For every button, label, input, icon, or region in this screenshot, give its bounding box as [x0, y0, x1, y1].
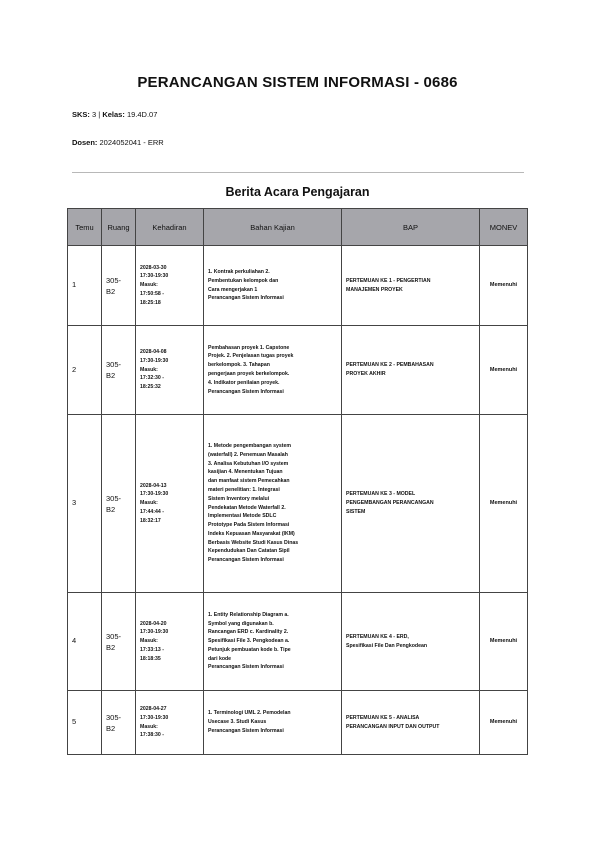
ruang-line: 305- — [106, 712, 122, 722]
cell-bahan-kajian — [204, 691, 342, 755]
cell-temu: 4 — [68, 593, 102, 691]
bahan-line: Perancangan Sistem Informasi — [208, 727, 284, 734]
divider — [72, 172, 524, 173]
cell-ruang — [102, 326, 136, 415]
kehadiran-line: 18:25:32 — [140, 384, 161, 391]
bahan-line: pengerjaan proyek berkelompok. — [208, 371, 290, 377]
cell-ruang — [102, 593, 136, 691]
header-bap: BAP — [342, 209, 480, 246]
bahan-line: Cara mengerjakan 1 — [208, 286, 258, 293]
bap-line: PERTEMUAN KE 1 - PENGERTIAN — [346, 277, 431, 284]
cell-monev: Memenuhi — [480, 691, 528, 755]
kehadiran-line: 17:33:13 - — [140, 646, 164, 653]
bap-line: PENGEMBANGAN PERANCANGAN — [346, 500, 434, 507]
ruang-line: 305- — [106, 631, 122, 641]
bahan-line: Perancangan Sistem Informasi — [208, 664, 284, 671]
dosen-line — [72, 138, 164, 147]
bahan-line: Symbol yang digunakan b. — [208, 620, 274, 627]
ruang-line: 305- — [106, 360, 122, 369]
table-row — [68, 326, 528, 415]
dosen-value: 2024052041 - ERR — [99, 138, 164, 147]
kehadiran-line: 17:44:44 - — [140, 508, 164, 515]
bap-line: PERTEMUAN KE 4 - ERD, — [346, 633, 409, 640]
cell-temu: 1 — [68, 246, 102, 326]
bahan-line: Prototype Pada Sistem Informasi — [208, 522, 290, 529]
table-row — [68, 691, 528, 755]
bap-line: PERTEMUAN KE 3 - MODEL — [346, 491, 416, 498]
bahan-line: (waterfall) 2. Penemuan Masalah — [208, 451, 288, 458]
cell-monev: Memenuhi — [480, 593, 528, 691]
bahan-line: 1. Metode pengembangan system — [208, 442, 292, 449]
bahan-line: Perancangan Sistem Informasi — [208, 295, 284, 302]
table-row — [68, 415, 528, 593]
cell-bahan-kajian — [204, 415, 342, 593]
bahan-line: Spesifikasi File 3. Pengkodean a. — [208, 638, 290, 645]
bap-line: SISTEM — [346, 508, 366, 515]
cell-bap — [342, 246, 480, 326]
bahan-line: 3. Analisa Kebutuhan I/O system — [208, 460, 289, 467]
cell-temu: 5 — [68, 691, 102, 755]
bahan-line: Projek. 2. Penjelasan tugas proyek — [208, 353, 294, 360]
bahan-line: Berbasis Website Studi Kasus Dinas — [208, 539, 299, 546]
cell-kehadiran — [136, 246, 204, 326]
bap-line: PERTEMUAN KE 2 - PEMBAHASAN — [346, 362, 434, 369]
bap-line: PERTEMUAN KE 5 - ANALISA — [346, 714, 420, 721]
kehadiran-line: 2028-04-13 — [140, 482, 167, 489]
ruang-line: 305- — [106, 275, 122, 285]
header-ruang: Ruang — [102, 209, 136, 246]
kehadiran-line: 2028-04-08 — [140, 349, 167, 355]
kehadiran-line: 17:50:58 - — [140, 290, 164, 297]
kelas-label: Kelas: — [102, 110, 125, 119]
kehadiran-line: 2028-03-30 — [140, 264, 167, 271]
sks-kelas-line — [72, 110, 157, 119]
cell-kehadiran — [136, 326, 204, 415]
kehadiran-line: 17:30-19:30 — [140, 491, 169, 498]
cell-monev: Memenuhi — [480, 415, 528, 593]
bahan-line: Pendekatan Metode Waterfall 2. — [208, 504, 286, 511]
cell-kehadiran — [136, 593, 204, 691]
kehadiran-line: 17:30-19:30 — [140, 357, 169, 364]
sks-value: 3 — [92, 110, 97, 119]
kehadiran-line: Masuk: — [140, 282, 158, 289]
header-monev: MONEV — [480, 209, 528, 246]
bahan-line: Rancangan ERD c. Kardinality 2. — [208, 629, 289, 636]
bahan-line: Implementasi Metode SDLC — [208, 513, 277, 520]
kehadiran-line: 18:25:18 — [140, 299, 161, 306]
cell-monev: Memenuhi — [480, 246, 528, 326]
sks-label: SKS: — [72, 110, 90, 119]
bahan-line: 1. Terminologi UML 2. Pemodelan — [208, 710, 291, 717]
kehadiran-line: 2028-04-27 — [140, 705, 167, 712]
cell-kehadiran — [136, 691, 204, 755]
kehadiran-line: Masuk: — [140, 723, 158, 730]
cell-temu: 3 — [68, 415, 102, 593]
berita-acara-table — [67, 208, 528, 755]
kehadiran-line: 18:32:17 — [140, 517, 161, 524]
dosen-label: Dosen: — [72, 138, 98, 147]
bap-line: MANAJEMEN PROYEK — [346, 286, 403, 293]
bahan-line: Indeks Kepuasan Masyarakat (IKM) — [208, 530, 295, 537]
kehadiran-line: Masuk: — [140, 500, 158, 507]
cell-bap — [342, 326, 480, 415]
kehadiran-line: 2028-04-20 — [140, 620, 167, 627]
kehadiran-line: 18:18:35 — [140, 655, 161, 662]
kehadiran-line: 17:30-19:30 — [140, 714, 169, 721]
bahan-line: Kependudukan Dan Catatan Sipil — [208, 548, 290, 555]
table-row — [68, 246, 528, 326]
page-title: PERANCANGAN SISTEM INFORMASI - 0686 — [137, 74, 458, 91]
kelas-value: 19.4D.07 — [126, 110, 158, 119]
kehadiran-line: Masuk: — [140, 366, 158, 373]
kehadiran-line: 17:30-19:30 — [140, 629, 169, 636]
kehadiran-line: 17:38:30 - — [140, 732, 164, 739]
bahan-line: dari kode — [208, 655, 232, 662]
bahan-line: 1. Entity Relationship Diagram a. — [208, 611, 289, 618]
bahan-line: 4. Indikator penilaian proyek. — [208, 379, 280, 386]
cell-ruang — [102, 415, 136, 593]
cell-bahan-kajian — [204, 326, 342, 415]
header-bahan-kajian: Bahan Kajian — [204, 209, 342, 246]
ruang-line: B2 — [106, 371, 116, 380]
bahan-line: Perancangan Sistem Informasi — [208, 388, 284, 395]
cell-bap — [342, 691, 480, 755]
ruang-line: B2 — [106, 286, 116, 296]
cell-bap — [342, 415, 480, 593]
ruang-line: B2 — [106, 642, 116, 652]
ruang-line: B2 — [106, 723, 116, 733]
bahan-line: Usecase 3. Studi Kasus — [208, 719, 267, 726]
header-temu: Temu — [68, 209, 102, 246]
ruang-line: 305- — [106, 493, 122, 503]
cell-ruang — [102, 691, 136, 755]
cell-monev: Memenuhi — [480, 326, 528, 415]
section-title: Berita Acara Pengajaran — [225, 185, 370, 199]
bahan-line: Sistem Inventory melalui — [208, 495, 270, 502]
ruang-line: B2 — [106, 504, 116, 514]
bahan-line: Perancangan Sistem Informasi — [208, 557, 284, 564]
kehadiran-line: 17:30-19:30 — [140, 273, 169, 280]
cell-bahan-kajian — [204, 246, 342, 326]
bahan-line: Petunjuk pembuatan kode b. Tipe — [208, 646, 291, 653]
bahan-line: kasijian 4. Menentukan Tujuan — [208, 469, 283, 476]
table-header-row — [68, 209, 528, 246]
cell-bahan-kajian — [204, 593, 342, 691]
header-kehadiran: Kehadiran — [136, 209, 204, 246]
bahan-line: berkelompok. 3. Tahapan — [208, 362, 270, 369]
cell-kehadiran — [136, 415, 204, 593]
kehadiran-line: 17:32:30 - — [140, 375, 164, 382]
bap-line: PERANCANGAN INPUT DAN OUTPUT — [346, 723, 440, 730]
bahan-line: Pembentukan kelompok dan — [208, 277, 279, 284]
cell-temu: 2 — [68, 326, 102, 415]
bahan-line: 1. Kontrak perkuliahan 2. — [208, 268, 270, 275]
bap-line: Spesifikasi File Dan Pengkodean — [346, 642, 428, 649]
bap-line: PROYEK AKHIR — [346, 371, 386, 377]
bahan-line: materi penelitian: 1. Integrasi — [208, 486, 280, 493]
separator: | — [98, 110, 101, 119]
bahan-line: dan manfaat sistem Pemecahkan — [208, 478, 290, 485]
cell-bap — [342, 593, 480, 691]
table-row — [68, 593, 528, 691]
cell-ruang — [102, 246, 136, 326]
kehadiran-line: Masuk: — [140, 638, 158, 645]
bahan-line: Pembahasan proyek 1. Capstone — [208, 344, 290, 351]
